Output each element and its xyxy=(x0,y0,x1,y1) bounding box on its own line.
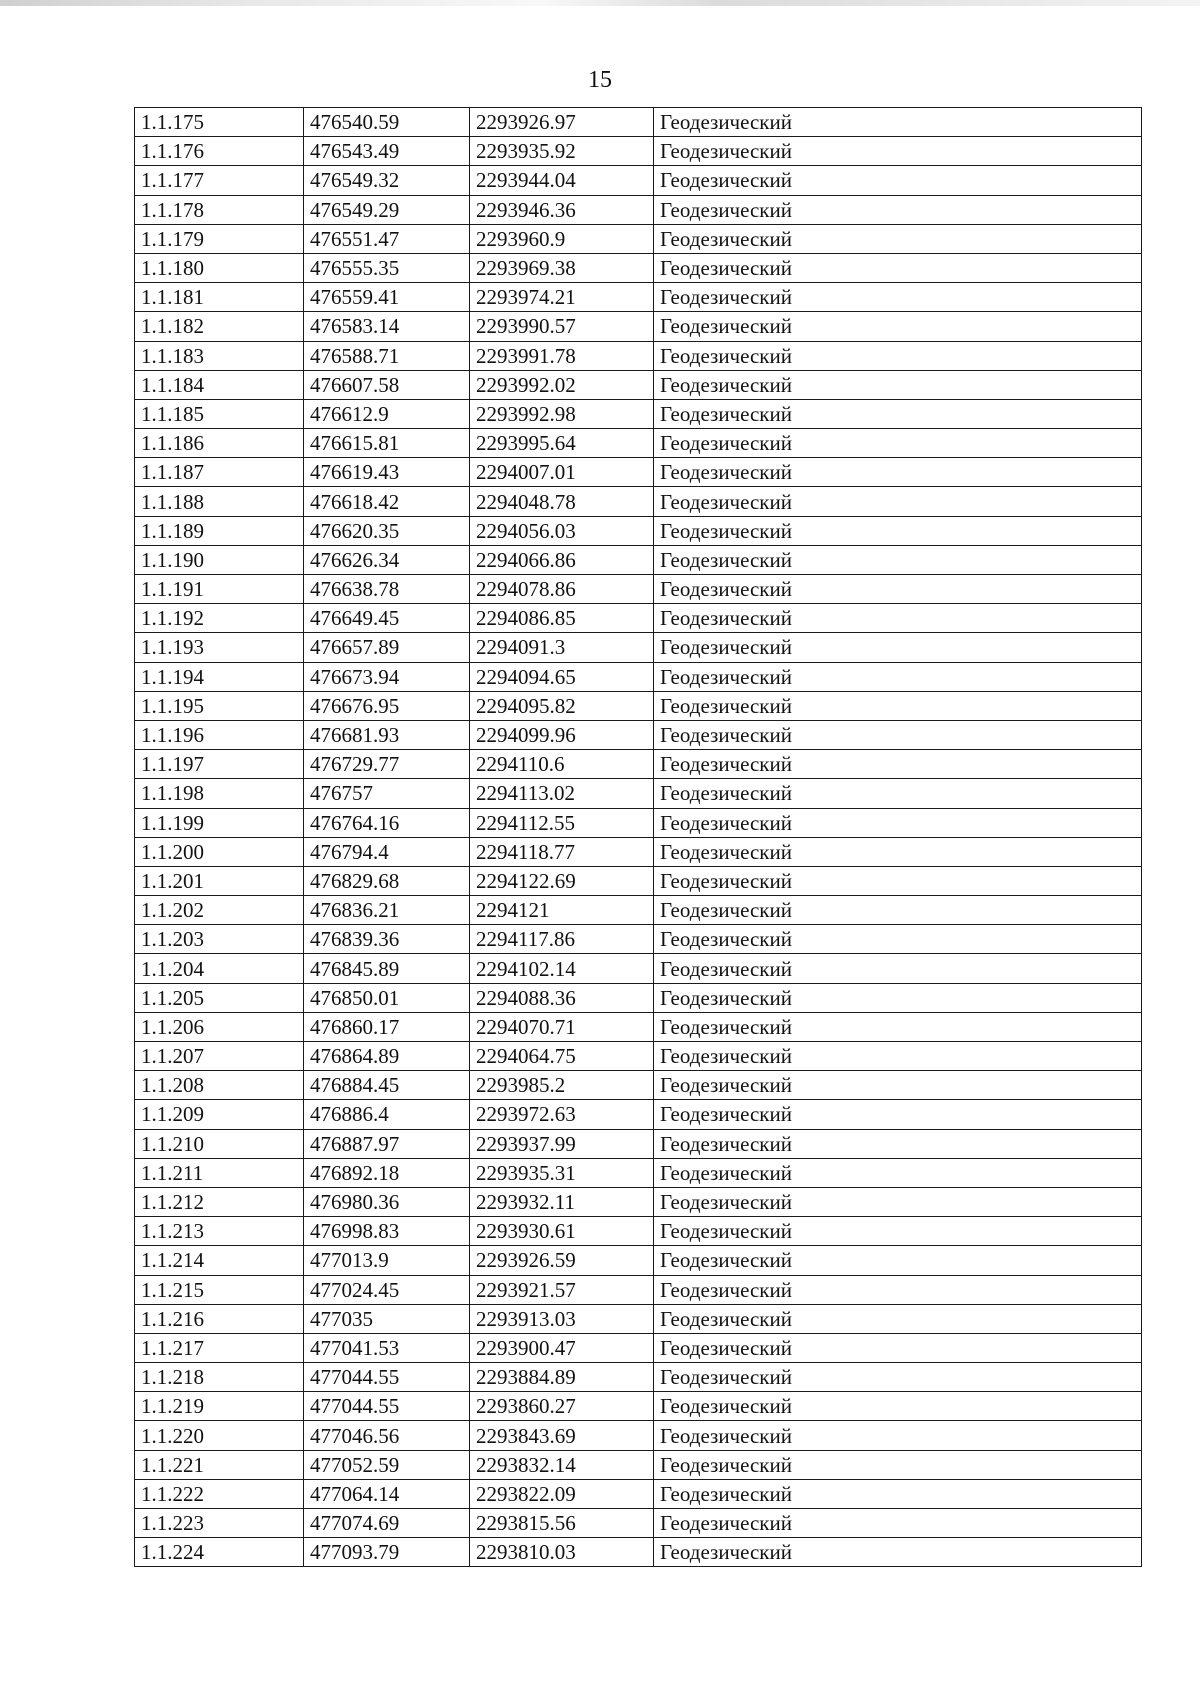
x-coordinate-cell: 476839.36 xyxy=(304,925,470,954)
point-id-cell: 1.1.177 xyxy=(135,166,304,195)
x-coordinate-cell: 477044.55 xyxy=(304,1392,470,1421)
method-cell: Геодезический xyxy=(654,954,1142,983)
method-cell: Геодезический xyxy=(654,779,1142,808)
y-coordinate-cell: 2293926.59 xyxy=(470,1246,654,1275)
point-id-cell: 1.1.203 xyxy=(135,925,304,954)
table-row xyxy=(135,253,1142,282)
method-cell: Геодезический xyxy=(654,604,1142,633)
y-coordinate-cell: 2293930.61 xyxy=(470,1217,654,1246)
point-id-cell: 1.1.188 xyxy=(135,487,304,516)
table-row xyxy=(135,166,1142,195)
point-id-cell: 1.1.196 xyxy=(135,720,304,749)
table-row xyxy=(135,691,1142,720)
point-id-cell: 1.1.201 xyxy=(135,866,304,895)
y-coordinate-cell: 2293822.09 xyxy=(470,1479,654,1508)
point-id-cell: 1.1.215 xyxy=(135,1275,304,1304)
point-id-cell: 1.1.198 xyxy=(135,779,304,808)
point-id-cell: 1.1.207 xyxy=(135,1042,304,1071)
x-coordinate-cell: 477024.45 xyxy=(304,1275,470,1304)
y-coordinate-cell: 2294121 xyxy=(470,896,654,925)
table-row xyxy=(135,1275,1142,1304)
y-coordinate-cell: 2294086.85 xyxy=(470,604,654,633)
x-coordinate-cell: 476845.89 xyxy=(304,954,470,983)
table-row xyxy=(135,896,1142,925)
x-coordinate-cell: 476886.4 xyxy=(304,1100,470,1129)
method-cell: Геодезический xyxy=(654,983,1142,1012)
x-coordinate-cell: 476620.35 xyxy=(304,516,470,545)
x-coordinate-cell: 476649.45 xyxy=(304,604,470,633)
y-coordinate-cell: 2293990.57 xyxy=(470,312,654,341)
x-coordinate-cell: 476607.58 xyxy=(304,370,470,399)
y-coordinate-cell: 2294112.55 xyxy=(470,808,654,837)
point-id-cell: 1.1.208 xyxy=(135,1071,304,1100)
method-cell: Геодезический xyxy=(654,1071,1142,1100)
method-cell: Геодезический xyxy=(654,1246,1142,1275)
method-cell: Геодезический xyxy=(654,1450,1142,1479)
table-row xyxy=(135,1538,1142,1567)
point-id-cell: 1.1.197 xyxy=(135,750,304,779)
method-cell: Геодезический xyxy=(654,720,1142,749)
y-coordinate-cell: 2293860.27 xyxy=(470,1392,654,1421)
y-coordinate-cell: 2294113.02 xyxy=(470,779,654,808)
method-cell: Геодезический xyxy=(654,224,1142,253)
x-coordinate-cell: 476626.34 xyxy=(304,545,470,574)
point-id-cell: 1.1.205 xyxy=(135,983,304,1012)
y-coordinate-cell: 2294048.78 xyxy=(470,487,654,516)
table-row xyxy=(135,224,1142,253)
table-row xyxy=(135,458,1142,487)
point-id-cell: 1.1.181 xyxy=(135,283,304,312)
y-coordinate-cell: 2293937.99 xyxy=(470,1129,654,1158)
method-cell: Геодезический xyxy=(654,837,1142,866)
point-id-cell: 1.1.224 xyxy=(135,1538,304,1567)
coordinates-table xyxy=(134,107,1142,1567)
table-row xyxy=(135,1363,1142,1392)
table-row xyxy=(135,1129,1142,1158)
table-row xyxy=(135,1392,1142,1421)
x-coordinate-cell: 476980.36 xyxy=(304,1187,470,1216)
table-row xyxy=(135,808,1142,837)
y-coordinate-cell: 2294007.01 xyxy=(470,458,654,487)
table-row xyxy=(135,1042,1142,1071)
table-row xyxy=(135,1158,1142,1187)
table-row xyxy=(135,487,1142,516)
page-number: 15 xyxy=(588,67,612,93)
x-coordinate-cell: 476676.95 xyxy=(304,691,470,720)
table-row xyxy=(135,312,1142,341)
table-row xyxy=(135,108,1142,137)
y-coordinate-cell: 2293815.56 xyxy=(470,1509,654,1538)
x-coordinate-cell: 476892.18 xyxy=(304,1158,470,1187)
method-cell: Геодезический xyxy=(654,1421,1142,1450)
y-coordinate-cell: 2293969.38 xyxy=(470,253,654,282)
point-id-cell: 1.1.214 xyxy=(135,1246,304,1275)
x-coordinate-cell: 476555.35 xyxy=(304,253,470,282)
method-cell: Геодезический xyxy=(654,1538,1142,1567)
point-id-cell: 1.1.200 xyxy=(135,837,304,866)
y-coordinate-cell: 2293935.31 xyxy=(470,1158,654,1187)
method-cell: Геодезический xyxy=(654,1333,1142,1362)
coordinates-table-body xyxy=(135,108,1142,1567)
x-coordinate-cell: 476583.14 xyxy=(304,312,470,341)
x-coordinate-cell: 476618.42 xyxy=(304,487,470,516)
method-cell: Геодезический xyxy=(654,1275,1142,1304)
x-coordinate-cell: 477044.55 xyxy=(304,1363,470,1392)
point-id-cell: 1.1.178 xyxy=(135,195,304,224)
point-id-cell: 1.1.195 xyxy=(135,691,304,720)
method-cell: Геодезический xyxy=(654,137,1142,166)
method-cell: Геодезический xyxy=(654,1129,1142,1158)
y-coordinate-cell: 2294099.96 xyxy=(470,720,654,749)
y-coordinate-cell: 2294088.36 xyxy=(470,983,654,1012)
x-coordinate-cell: 476794.4 xyxy=(304,837,470,866)
table-row xyxy=(135,1304,1142,1333)
method-cell: Геодезический xyxy=(654,1158,1142,1187)
y-coordinate-cell: 2293972.63 xyxy=(470,1100,654,1129)
method-cell: Геодезический xyxy=(654,1392,1142,1421)
method-cell: Геодезический xyxy=(654,633,1142,662)
y-coordinate-cell: 2294118.77 xyxy=(470,837,654,866)
method-cell: Геодезический xyxy=(654,108,1142,137)
method-cell: Геодезический xyxy=(654,516,1142,545)
method-cell: Геодезический xyxy=(654,1479,1142,1508)
method-cell: Геодезический xyxy=(654,1187,1142,1216)
method-cell: Геодезический xyxy=(654,1363,1142,1392)
point-id-cell: 1.1.184 xyxy=(135,370,304,399)
table-row xyxy=(135,633,1142,662)
y-coordinate-cell: 2294056.03 xyxy=(470,516,654,545)
y-coordinate-cell: 2294094.65 xyxy=(470,662,654,691)
x-coordinate-cell: 476612.9 xyxy=(304,399,470,428)
y-coordinate-cell: 2293992.98 xyxy=(470,399,654,428)
point-id-cell: 1.1.179 xyxy=(135,224,304,253)
point-id-cell: 1.1.223 xyxy=(135,1509,304,1538)
x-coordinate-cell: 477035 xyxy=(304,1304,470,1333)
point-id-cell: 1.1.221 xyxy=(135,1450,304,1479)
table-row xyxy=(135,1421,1142,1450)
x-coordinate-cell: 476615.81 xyxy=(304,429,470,458)
table-row xyxy=(135,954,1142,983)
x-coordinate-cell: 476998.83 xyxy=(304,1217,470,1246)
y-coordinate-cell: 2294110.6 xyxy=(470,750,654,779)
table-row xyxy=(135,516,1142,545)
x-coordinate-cell: 476657.89 xyxy=(304,633,470,662)
table-row xyxy=(135,195,1142,224)
y-coordinate-cell: 2294102.14 xyxy=(470,954,654,983)
y-coordinate-cell: 2293985.2 xyxy=(470,1071,654,1100)
point-id-cell: 1.1.191 xyxy=(135,575,304,604)
point-id-cell: 1.1.182 xyxy=(135,312,304,341)
table-row xyxy=(135,1217,1142,1246)
x-coordinate-cell: 477074.69 xyxy=(304,1509,470,1538)
x-coordinate-cell: 476729.77 xyxy=(304,750,470,779)
table-row xyxy=(135,925,1142,954)
x-coordinate-cell: 476764.16 xyxy=(304,808,470,837)
x-coordinate-cell: 476829.68 xyxy=(304,866,470,895)
method-cell: Геодезический xyxy=(654,253,1142,282)
x-coordinate-cell: 476887.97 xyxy=(304,1129,470,1158)
x-coordinate-cell: 477052.59 xyxy=(304,1450,470,1479)
y-coordinate-cell: 2293960.9 xyxy=(470,224,654,253)
point-id-cell: 1.1.175 xyxy=(135,108,304,137)
method-cell: Геодезический xyxy=(654,312,1142,341)
y-coordinate-cell: 2293832.14 xyxy=(470,1450,654,1479)
table-row xyxy=(135,370,1142,399)
method-cell: Геодезический xyxy=(654,1304,1142,1333)
y-coordinate-cell: 2293974.21 xyxy=(470,283,654,312)
x-coordinate-cell: 476549.32 xyxy=(304,166,470,195)
point-id-cell: 1.1.216 xyxy=(135,1304,304,1333)
point-id-cell: 1.1.217 xyxy=(135,1333,304,1362)
table-row xyxy=(135,1187,1142,1216)
x-coordinate-cell: 477041.53 xyxy=(304,1333,470,1362)
table-row xyxy=(135,662,1142,691)
point-id-cell: 1.1.189 xyxy=(135,516,304,545)
x-coordinate-cell: 476551.47 xyxy=(304,224,470,253)
x-coordinate-cell: 476543.49 xyxy=(304,137,470,166)
table-row xyxy=(135,429,1142,458)
point-id-cell: 1.1.206 xyxy=(135,1012,304,1041)
table-row xyxy=(135,137,1142,166)
y-coordinate-cell: 2293810.03 xyxy=(470,1538,654,1567)
table-row xyxy=(135,983,1142,1012)
table-row xyxy=(135,604,1142,633)
point-id-cell: 1.1.219 xyxy=(135,1392,304,1421)
x-coordinate-cell: 477013.9 xyxy=(304,1246,470,1275)
y-coordinate-cell: 2293932.11 xyxy=(470,1187,654,1216)
y-coordinate-cell: 2294066.86 xyxy=(470,545,654,574)
scan-edge-artifact xyxy=(0,0,1200,6)
x-coordinate-cell: 476619.43 xyxy=(304,458,470,487)
point-id-cell: 1.1.220 xyxy=(135,1421,304,1450)
point-id-cell: 1.1.218 xyxy=(135,1363,304,1392)
x-coordinate-cell: 476884.45 xyxy=(304,1071,470,1100)
x-coordinate-cell: 476757 xyxy=(304,779,470,808)
y-coordinate-cell: 2293913.03 xyxy=(470,1304,654,1333)
method-cell: Геодезический xyxy=(654,487,1142,516)
x-coordinate-cell: 476588.71 xyxy=(304,341,470,370)
table-row xyxy=(135,837,1142,866)
method-cell: Геодезический xyxy=(654,458,1142,487)
point-id-cell: 1.1.209 xyxy=(135,1100,304,1129)
method-cell: Геодезический xyxy=(654,662,1142,691)
table-row xyxy=(135,1479,1142,1508)
x-coordinate-cell: 476681.93 xyxy=(304,720,470,749)
method-cell: Геодезический xyxy=(654,750,1142,779)
table-row xyxy=(135,1100,1142,1129)
method-cell: Геодезический xyxy=(654,896,1142,925)
y-coordinate-cell: 2294070.71 xyxy=(470,1012,654,1041)
point-id-cell: 1.1.194 xyxy=(135,662,304,691)
point-id-cell: 1.1.199 xyxy=(135,808,304,837)
point-id-cell: 1.1.190 xyxy=(135,545,304,574)
point-id-cell: 1.1.212 xyxy=(135,1187,304,1216)
table-row xyxy=(135,399,1142,428)
method-cell: Геодезический xyxy=(654,429,1142,458)
point-id-cell: 1.1.202 xyxy=(135,896,304,925)
point-id-cell: 1.1.187 xyxy=(135,458,304,487)
table-row xyxy=(135,720,1142,749)
method-cell: Геодезический xyxy=(654,341,1142,370)
table-row xyxy=(135,575,1142,604)
y-coordinate-cell: 2294095.82 xyxy=(470,691,654,720)
method-cell: Геодезический xyxy=(654,1509,1142,1538)
point-id-cell: 1.1.176 xyxy=(135,137,304,166)
y-coordinate-cell: 2294078.86 xyxy=(470,575,654,604)
x-coordinate-cell: 476850.01 xyxy=(304,983,470,1012)
y-coordinate-cell: 2294122.69 xyxy=(470,866,654,895)
point-id-cell: 1.1.192 xyxy=(135,604,304,633)
table-row xyxy=(135,1509,1142,1538)
table-row xyxy=(135,1450,1142,1479)
x-coordinate-cell: 476860.17 xyxy=(304,1012,470,1041)
table-row xyxy=(135,1333,1142,1362)
method-cell: Геодезический xyxy=(654,925,1142,954)
method-cell: Геодезический xyxy=(654,866,1142,895)
method-cell: Геодезический xyxy=(654,545,1142,574)
x-coordinate-cell: 476559.41 xyxy=(304,283,470,312)
method-cell: Геодезический xyxy=(654,283,1142,312)
y-coordinate-cell: 2293900.47 xyxy=(470,1333,654,1362)
table-row xyxy=(135,341,1142,370)
method-cell: Геодезический xyxy=(654,575,1142,604)
y-coordinate-cell: 2293843.69 xyxy=(470,1421,654,1450)
x-coordinate-cell: 477093.79 xyxy=(304,1538,470,1567)
y-coordinate-cell: 2293944.04 xyxy=(470,166,654,195)
table-row xyxy=(135,750,1142,779)
table-row xyxy=(135,1071,1142,1100)
point-id-cell: 1.1.211 xyxy=(135,1158,304,1187)
method-cell: Геодезический xyxy=(654,1042,1142,1071)
table-row xyxy=(135,1246,1142,1275)
x-coordinate-cell: 476549.29 xyxy=(304,195,470,224)
x-coordinate-cell: 477064.14 xyxy=(304,1479,470,1508)
y-coordinate-cell: 2293935.92 xyxy=(470,137,654,166)
point-id-cell: 1.1.183 xyxy=(135,341,304,370)
method-cell: Геодезический xyxy=(654,399,1142,428)
method-cell: Геодезический xyxy=(654,1012,1142,1041)
y-coordinate-cell: 2293946.36 xyxy=(470,195,654,224)
method-cell: Геодезический xyxy=(654,808,1142,837)
table-row xyxy=(135,866,1142,895)
y-coordinate-cell: 2294091.3 xyxy=(470,633,654,662)
y-coordinate-cell: 2293884.89 xyxy=(470,1363,654,1392)
table-row xyxy=(135,1012,1142,1041)
point-id-cell: 1.1.213 xyxy=(135,1217,304,1246)
y-coordinate-cell: 2293991.78 xyxy=(470,341,654,370)
table-row xyxy=(135,283,1142,312)
method-cell: Геодезический xyxy=(654,1217,1142,1246)
y-coordinate-cell: 2294117.86 xyxy=(470,925,654,954)
x-coordinate-cell: 476673.94 xyxy=(304,662,470,691)
x-coordinate-cell: 476638.78 xyxy=(304,575,470,604)
x-coordinate-cell: 476836.21 xyxy=(304,896,470,925)
method-cell: Геодезический xyxy=(654,1100,1142,1129)
method-cell: Геодезический xyxy=(654,166,1142,195)
point-id-cell: 1.1.204 xyxy=(135,954,304,983)
point-id-cell: 1.1.222 xyxy=(135,1479,304,1508)
x-coordinate-cell: 476864.89 xyxy=(304,1042,470,1071)
y-coordinate-cell: 2294064.75 xyxy=(470,1042,654,1071)
y-coordinate-cell: 2293926.97 xyxy=(470,108,654,137)
point-id-cell: 1.1.180 xyxy=(135,253,304,282)
x-coordinate-cell: 476540.59 xyxy=(304,108,470,137)
y-coordinate-cell: 2293921.57 xyxy=(470,1275,654,1304)
table-row xyxy=(135,779,1142,808)
x-coordinate-cell: 477046.56 xyxy=(304,1421,470,1450)
method-cell: Геодезический xyxy=(654,370,1142,399)
y-coordinate-cell: 2293992.02 xyxy=(470,370,654,399)
point-id-cell: 1.1.185 xyxy=(135,399,304,428)
method-cell: Геодезический xyxy=(654,195,1142,224)
point-id-cell: 1.1.210 xyxy=(135,1129,304,1158)
table-row xyxy=(135,545,1142,574)
y-coordinate-cell: 2293995.64 xyxy=(470,429,654,458)
method-cell: Геодезический xyxy=(654,691,1142,720)
point-id-cell: 1.1.193 xyxy=(135,633,304,662)
point-id-cell: 1.1.186 xyxy=(135,429,304,458)
